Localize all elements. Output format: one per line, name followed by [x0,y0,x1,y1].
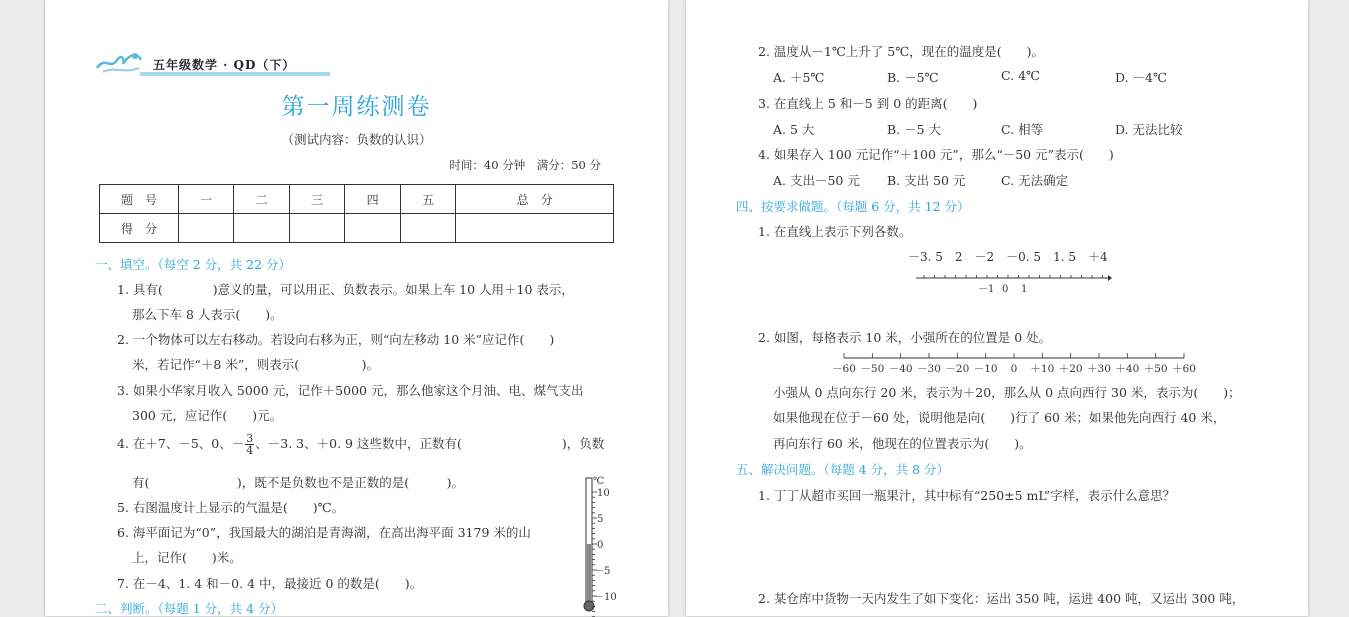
number-line-label: ＋20 [1058,363,1083,375]
score-input-cell[interactable] [289,214,344,243]
section-title-1: 一、填空。（每空 2 分，共 22 分） [95,257,292,272]
score-input-cell[interactable] [345,214,400,243]
thermometer-label: －10 [594,592,617,603]
choice-3-stem: 3. 在直线上 5 和－5 到 0 的距离( ) [758,96,978,111]
score-cell: 二 [234,185,289,214]
header-label: 五年级数学 · QD（下） [153,58,296,72]
question-4-text-b: 、－3. 3、＋0. 9 这些数中，正数有( )，负数 [255,436,605,451]
choice-2-option-c[interactable]: C. 4℃ [1001,68,1041,83]
fraction [245,433,254,456]
thermometer-unit: ℃ [593,476,605,487]
thermometer-icon [579,472,625,616]
score-cell: 五 [400,185,455,214]
number-line-label: ＋30 [1087,363,1111,375]
score-cell: 一 [179,185,234,214]
question-2-line-1: 2. 一个物体可以左右移动。若设向右移为正，则“向左移动 10 米”应记作( ) [117,332,555,347]
fraction-numerator: 3 [246,432,254,445]
question-3-line-2: 300 元，应记作( )元。 [132,408,283,423]
page-subtitle: （测试内容：负数的认识） [281,132,432,147]
number-line-1 [914,268,1114,298]
problem-1-stem: 1. 在直线上表示下列各数。 [758,224,912,239]
question-6-line-2: 上，记作( )米。 [132,550,242,565]
problem-2-line-2: 如果他现在位于－60 处，说明他是向( )行了 60 米；如果他先向西行 40 米， [773,410,1226,425]
number-line-label: ＋50 [1143,363,1168,375]
time-info: 时间：40 分钟 满分：50 分 [449,158,601,172]
number-line-label: ＋10 [1030,363,1055,375]
score-input-cell[interactable] [179,214,234,243]
section-title-5: 五、解决问题。（每题 4 分，共 8 分） [736,462,950,477]
number-line-label: 0 [1010,363,1018,375]
number-line-label: －30 [917,363,941,375]
choice-3-option-b[interactable]: B. －5 大 [887,122,942,137]
section-title-2: 二、判断。（每题 1 分，共 4 分） [95,601,284,616]
number-line-label: 0 [1002,284,1009,295]
thermometer-label: 5 [597,514,604,525]
score-input-cell[interactable] [400,214,455,243]
question-7: 7. 在－4、1. 4 和－0. 4 中，最接近 0 的数是( )。 [117,576,423,591]
score-cell: 三 [289,185,344,214]
solve-1: 1. 丁丁从超市买回一瓶果汁，其中标有“250±5 mL”字样，表示什么意思？ [758,488,1176,503]
score-table-score-row [100,214,614,243]
problem-2-line-3: 再向东行 60 米，他现在的位置表示为( )。 [773,436,1032,451]
score-input-cell[interactable] [456,214,614,243]
problem-1-numbers: －3. 5 2 －2 －0. 5 1. 5 ＋4 [908,250,1108,264]
score-table [99,184,614,243]
score-cell: 题 号 [100,185,179,214]
question-4-line-1 [117,433,604,456]
question-1-line-1: 1. 具有( )意义的量，可以用正、负数表示。如果上车 10 人用＋10 表示， [117,282,574,297]
score-input-cell[interactable] [234,214,289,243]
score-cell: 得 分 [100,214,179,243]
number-line-label: －10 [973,363,998,375]
choice-4-option-b[interactable]: B. 支出 50 元 [887,173,966,188]
question-1-line-2: 那么下车 8 人表示( )。 [132,307,283,322]
problem-2-stem: 2. 如图，每格表示 10 米，小强所在的位置是 0 处。 [758,330,1052,345]
score-table-header-row [100,185,614,214]
question-6-line-1: 6. 海平面记为“0”，我国最大的湖泊是青海湖，在高出海平面 3179 米的山 [117,525,531,540]
choice-2-option-a[interactable]: A. ＋5℃ [773,70,825,85]
number-line-label: －40 [888,363,913,375]
choice-2-option-b[interactable]: B. －5℃ [887,70,939,85]
section-title-4: 四、按要求做题。（每题 6 分，共 12 分） [736,199,970,214]
choice-4-option-c[interactable]: C. 无法确定 [1001,173,1069,188]
choice-3-option-d[interactable]: D. 无法比较 [1115,122,1183,137]
choice-3-option-a[interactable]: A. 5 大 [773,122,815,137]
problem-2-line-1: 小强从 0 点向东行 20 米，表示为＋20，那么从 0 点向西行 30 米，表示为( )； [773,385,1241,400]
score-cell: 总 分 [456,185,614,214]
choice-2-option-d[interactable]: D. －4℃ [1115,70,1167,85]
choice-2-stem: 2. 温度从－1℃上升了 5℃，现在的温度是( )。 [758,44,1044,59]
thermometer-label: 10 [597,488,610,499]
choice-4-stem: 4. 如果存入 100 元记作“＋100 元”，那么“－50 元”表示( ) [758,147,1114,162]
number-line-label: －60 [832,363,856,375]
question-2-line-2: 米，若记作“＋8 米”，则表示( )。 [132,357,379,372]
solve-2: 2. 某仓库中货物一天内发生了如下变化：运出 350 吨，运进 400 吨，又运出 300 吨， [758,591,1245,606]
number-line-label: 1 [1021,284,1028,295]
choice-4-option-a[interactable]: A. 支出－50 元 [773,173,860,188]
question-3-line-1: 3. 如果小华家月收入 5000 元，记作＋5000 元，那么他家这个月油、电、煤气支出 [117,383,584,398]
number-line-label: ＋60 [1172,363,1196,375]
number-line-label: －1 [978,284,995,295]
number-line-label: －50 [860,363,885,375]
thermometer-label: －5 [594,566,611,577]
number-line-label: －20 [945,363,970,375]
right-page [686,0,1308,616]
question-5: 5. 右图温度计上显示的气温是( )℃。 [117,500,345,515]
question-4-line-2: 有( )，既不是负数也不是正数的是( )。 [132,475,465,490]
number-line-label: ＋40 [1115,363,1140,375]
header-banner [95,44,331,78]
thermometer-label: 0 [597,540,604,551]
left-page [45,0,668,616]
question-4-text-a: 4. 在＋7、－5、0、－ [117,436,245,451]
number-line-2 [832,350,1196,378]
score-cell: 四 [345,185,400,214]
choice-3-option-c[interactable]: C. 相等 [1001,122,1044,137]
fraction-denominator: 4 [246,444,254,457]
page-title: 第一周练测卷 [281,94,432,120]
